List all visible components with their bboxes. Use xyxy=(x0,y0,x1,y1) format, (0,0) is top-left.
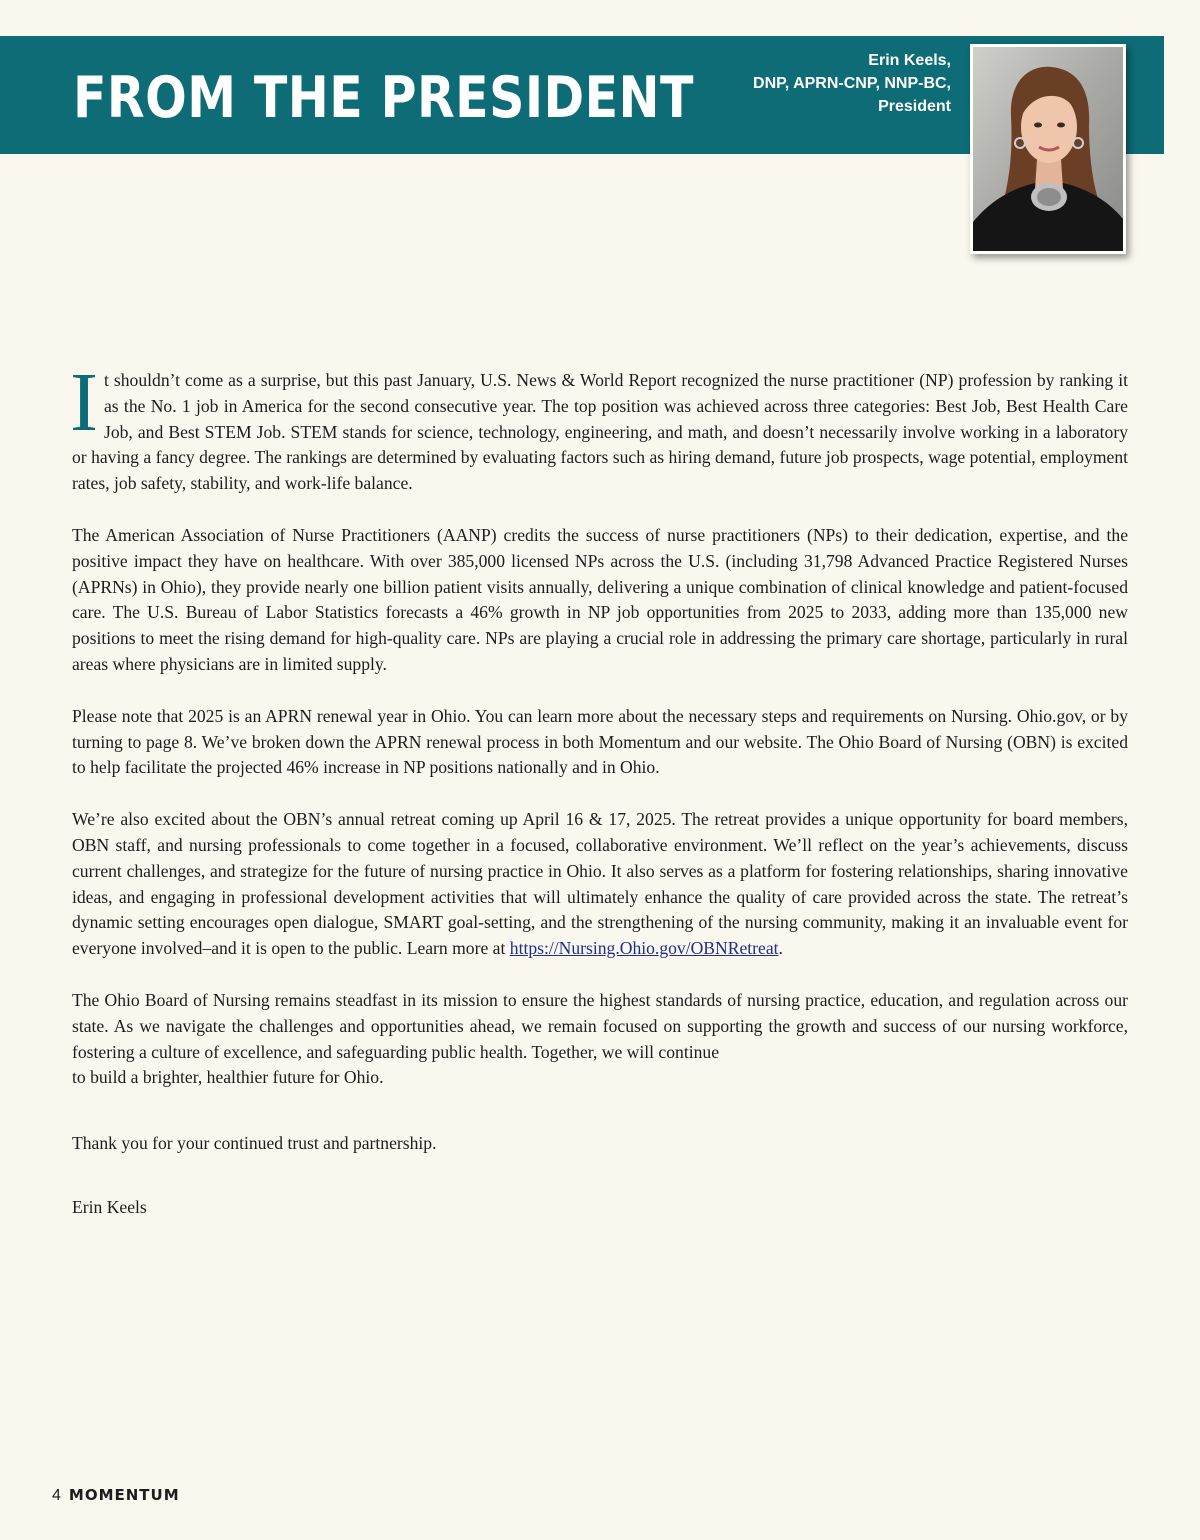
page-footer xyxy=(52,1486,180,1505)
paragraph-mission-last: to build a brighter, healthier future for Ohio. xyxy=(72,1067,384,1088)
drop-cap: I xyxy=(70,356,98,449)
author-photo xyxy=(970,44,1126,254)
retreat-link[interactable]: https://Nursing.Ohio.gov/OBNRetreat xyxy=(509,938,779,959)
page-title: FROM THE PRESIDENT xyxy=(73,65,694,131)
paragraph-intro xyxy=(70,356,1128,497)
publication-name: MOMENTUM xyxy=(68,1486,180,1504)
portrait-illustration xyxy=(973,47,1123,251)
paragraph-mission xyxy=(72,988,1128,1065)
page-number: 4 xyxy=(52,1487,61,1504)
paragraph-renewal: Please note that 2025 is an APRN renewal year in Ohio. You can learn more about the necessary steps and requirements on Nursing. Ohio.gov, or by turning to page 8. We’ve broken down the APRN renewal process in both Momentum and our website. The Ohio Board of Nursing (OBN) is excited to help facilitate the projected 46% increase in NP positions nationally and in Ohio. xyxy=(72,705,1128,778)
author-role: President xyxy=(878,98,951,115)
paragraph-mission-text: The Ohio Board of Nursing remains steadfast in its mission to ensure the highest standards of nursing practice, education, and regulation across our state. As we navigate the challenges and opportunities ahead, we remain focused on supporting the growth and success of our nursing workforce, fostering a culture of excellence, and safeguarding public health. Together, we will continue xyxy=(72,989,1128,1062)
paragraph-retreat-text: We’re also excited about the OBN’s annual retreat coming up April 16 & 17, 2025. The retreat provides a unique opportunity for board members, OBN staff, and nursing professionals to come together in a focused, collaborative environment. We’ll reflect on the year’s achievements, discuss current challenges, and strategize for the future of nursing practice in Ohio. It also serves as a platform for fostering relationships, sharing innovative ideas, and engaging in professional development activities that will ultimately enhance the quality of care provided across the state. The retreat’s dynamic setting encourages open dialogue, SMART goal-setting, and the strengthening of the nursing community, making it an invaluable event for everyone involved–and it is open to the public. Learn more at xyxy=(72,809,1128,959)
paragraph-aanp: The American Association of Nurse Practitioners (AANP) credits the success of nurse practitioners (NPs) to their dedication, expertise, and the positive impact they have on healthcare. With over 385,000 licensed NPs across the U.S. (including 31,798 Advanced Practice Registered Nurses (APRNs) in Ohio), they provide nearly one billion patient visits annually, delivering a unique combination of clinical knowledge and patient-focused care. The U.S. Bureau of Labor Statistics forecasts a 46% growth in NP job opportunities from 2025 to 2033, adding more than 135,000 new positions to meet the rising demand for high-quality care. NPs are playing a crucial role in addressing the primary care shortage, particularly in rural areas where physicians are in limited supply. xyxy=(72,524,1128,674)
paragraph-retreat xyxy=(72,807,1128,962)
article-body xyxy=(70,356,1128,1247)
closing-thanks: Thank you for your continued trust and partnership. xyxy=(72,1133,437,1154)
author-name: Erin Keels, xyxy=(868,52,951,69)
paragraph-intro-text: t shouldn’t come as a surprise, but this past January, U.S. News & World Report recognized the nurse practitioner (NP) profession by ranking it as the No. 1 job in America for the second consecutive year. The top position was achieved across three categories: Best Job, Best Health Care Job, and Best STEM Job. STEM stands for science, technology, engineering, and math, and doesn’t necessarily involve working in a laboratory or having a fancy degree. The rankings are determined by evaluating factors such as hiring demand, future job prospects, wage potential, employment rates, job safety, stability, and work-life balance. xyxy=(72,370,1128,494)
author-byline xyxy=(753,49,951,118)
signature: Erin Keels xyxy=(72,1196,147,1217)
paragraph-retreat-end: . xyxy=(778,938,783,959)
author-credentials: DNP, APRN-CNP, NNP-BC, xyxy=(753,75,951,92)
